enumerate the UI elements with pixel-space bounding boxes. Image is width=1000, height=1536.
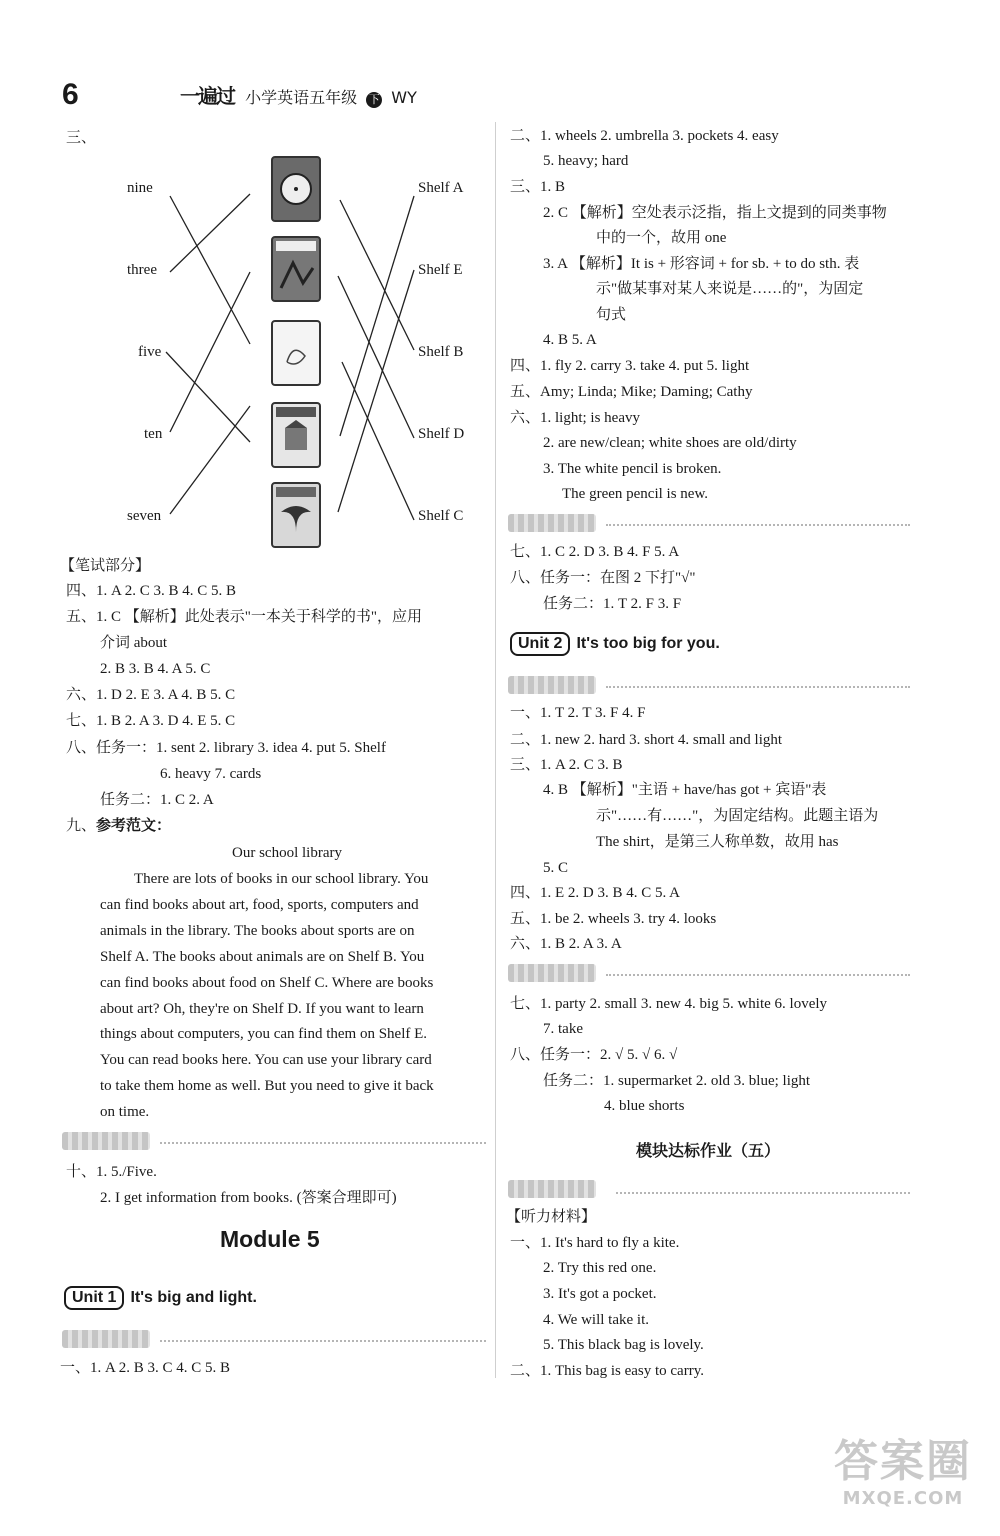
unit1-title: It's big and light. bbox=[130, 1289, 257, 1306]
q9-title: 参考范文： bbox=[96, 818, 172, 834]
answer-line: 中的一个，故用 one bbox=[596, 230, 727, 246]
essay-line: There are lots of books in our school library. You bbox=[134, 871, 429, 887]
unit2-tag: Unit 2 bbox=[510, 632, 570, 656]
answer-line: 4. B 5. A bbox=[543, 332, 597, 348]
answer-line: 任务二：1. supermarket 2. old 3. blue; light bbox=[543, 1073, 811, 1089]
essay-line: can find books about food on Shelf C. Where are books bbox=[100, 975, 434, 991]
answer-line: 3. It's got a pocket. bbox=[543, 1286, 657, 1302]
essay-line: You can read books here. You can use your library card bbox=[100, 1052, 432, 1068]
section-stamp-icon bbox=[508, 514, 596, 532]
answer-line: 4. We will take it. bbox=[543, 1312, 649, 1328]
essay-line: things about computers, you can find them on Shelf E. bbox=[100, 1026, 428, 1042]
dotted-rule bbox=[160, 1340, 486, 1342]
section-stamp-icon bbox=[62, 1330, 150, 1348]
dotted-rule bbox=[606, 974, 910, 976]
shelf-label: Shelf D bbox=[418, 426, 465, 442]
essay-line: Shelf A. The books about animals are on Shelf B. You bbox=[100, 949, 425, 965]
shelf-label: Shelf C bbox=[418, 508, 464, 524]
shelf-label: Shelf A bbox=[418, 180, 464, 196]
shelf-label: Shelf E bbox=[418, 262, 463, 278]
watermark-logo bbox=[828, 1436, 978, 1522]
answer-line: 五、Amy; Linda; Mike; Daming; Cathy bbox=[510, 384, 753, 400]
answer-line: 2. B 3. B 4. A 5. C bbox=[100, 661, 211, 677]
answer-line: 六、1. D 2. E 3. A 4. B 5. C bbox=[66, 687, 236, 703]
answer-line: 5. heavy; hard bbox=[543, 153, 629, 169]
answer-line: 任务二：1. C 2. A bbox=[100, 792, 214, 808]
essay-title: Our school library bbox=[232, 845, 342, 861]
essay-line: about art? Oh, they're on Shelf D. If you want to learn bbox=[100, 1001, 424, 1017]
answer-line: 一、1. A 2. B 3. C 4. C 5. B bbox=[60, 1360, 231, 1376]
answer-line: 二、1. new 2. hard 3. short 4. small and light bbox=[510, 732, 783, 748]
answer-line: 一、1. It's hard to fly a kite. bbox=[510, 1235, 680, 1251]
section-stamp-icon bbox=[508, 964, 596, 982]
answer-line: 2. are new/clean; white shoes are old/dirty bbox=[543, 435, 797, 451]
essay-line: animals in the library. The books about sports are on bbox=[100, 923, 415, 939]
listening-label: 【听力材料】 bbox=[506, 1209, 597, 1225]
answer-line: 一、1. T 2. T 3. F 4. F bbox=[510, 705, 646, 721]
answer-line: 六、1. B 2. A 3. A bbox=[510, 936, 622, 952]
number-word: ten bbox=[144, 426, 163, 442]
answer-line: 二、1. wheels 2. umbrella 3. pockets 4. easy bbox=[510, 128, 779, 144]
answer-line: 6. heavy 7. cards bbox=[160, 766, 262, 782]
answer-line: 5. This black bag is lovely. bbox=[543, 1337, 704, 1353]
number-word: three bbox=[127, 262, 157, 278]
answer-line: 4. B 【解析】"主语 + have/has got + 宾语"表 bbox=[543, 782, 827, 798]
answer-line: 4. blue shorts bbox=[604, 1098, 685, 1114]
page-number: 6 bbox=[62, 78, 79, 111]
section-stamp-icon bbox=[62, 1132, 150, 1150]
essay-line: to take them home as well. But you need to give it back bbox=[100, 1078, 434, 1094]
number-word: nine bbox=[127, 180, 153, 196]
answer-line: 七、1. B 2. A 3. D 4. E 5. C bbox=[66, 713, 236, 729]
answer-line: 2. Try this red one. bbox=[543, 1260, 657, 1276]
watermark-url: MXQE.COM bbox=[842, 1488, 964, 1509]
answer-line: 八、任务一：2. √ 5. √ 6. √ bbox=[510, 1047, 678, 1063]
answer-line: 五、1. be 2. wheels 3. try 4. looks bbox=[510, 911, 717, 927]
answer-line: 四、1. A 2. C 3. B 4. C 5. B bbox=[66, 583, 237, 599]
unit2-heading bbox=[510, 632, 720, 656]
section-stamp-icon bbox=[508, 1180, 596, 1198]
answer-line: 八、任务一：1. sent 2. library 3. idea 4. put 5. Shelf bbox=[66, 740, 386, 756]
dotted-rule bbox=[616, 1192, 910, 1194]
answer-line: 3. A 【解析】It is + 形容词 + for sb. + to do sth. 表 bbox=[543, 256, 860, 272]
answer-line: 七、1. C 2. D 3. B 4. F 5. A bbox=[510, 544, 680, 560]
answer-line: 五、1. C 【解析】此处表示"一本关于科学的书"，应用 bbox=[66, 609, 423, 625]
shelf-label: Shelf B bbox=[418, 344, 464, 360]
section-title: 模块达标作业（五） bbox=[636, 1141, 781, 1160]
answer-line: 任务二：1. T 2. F 3. F bbox=[543, 596, 682, 612]
unit1-heading bbox=[64, 1286, 257, 1310]
answer-line: 介词 about bbox=[100, 635, 168, 651]
module-title: Module 5 bbox=[220, 1226, 320, 1252]
answer-line: 示"……有……"，为固定结构。此题主语为 bbox=[596, 808, 879, 824]
answer-line: 六、1. light; is heavy bbox=[510, 410, 640, 426]
answer-line: 三、1. B bbox=[510, 179, 566, 195]
answer-line: 7. take bbox=[543, 1021, 583, 1037]
answer-line: 四、1. fly 2. carry 3. take 4. put 5. light bbox=[510, 358, 750, 374]
answer-line: 2. I get information from books. (答案合理即可) bbox=[100, 1190, 397, 1206]
written-part-label: 【笔试部分】 bbox=[60, 558, 151, 574]
answer-line: 四、1. E 2. D 3. B 4. C 5. A bbox=[510, 885, 681, 901]
answer-line: 2. C 【解析】空处表示泛指，指上文提到的同类事物 bbox=[543, 205, 887, 221]
answer-line: 句式 bbox=[596, 307, 627, 323]
brand-logo: 一遍过 bbox=[180, 84, 234, 108]
unit2-title: It's too big for you. bbox=[576, 635, 720, 652]
answer-line: 二、1. This bag is easy to carry. bbox=[510, 1363, 704, 1379]
unit1-tag: Unit 1 bbox=[64, 1286, 124, 1310]
subject-title: 小学英语五年级 bbox=[245, 88, 358, 107]
q9-number: 九、 bbox=[66, 818, 97, 834]
dotted-rule bbox=[160, 1142, 486, 1144]
number-word: five bbox=[138, 344, 162, 360]
answer-line: 七、1. party 2. small 3. new 4. big 5. white 6. lovely bbox=[510, 996, 828, 1012]
answer-line: The shirt，是第三人称单数，故用 has bbox=[596, 834, 839, 850]
dotted-rule bbox=[606, 524, 910, 526]
answer-line: 八、任务一：在图 2 下打"√" bbox=[510, 570, 696, 586]
answer-line: 十、1. 5./Five. bbox=[66, 1164, 157, 1180]
watermark-text: 答案圈 bbox=[834, 1436, 972, 1487]
essay-line: can find books about art, food, sports, computers and bbox=[100, 897, 419, 913]
answer-line: The green pencil is new. bbox=[562, 486, 709, 502]
q9-label bbox=[66, 816, 171, 836]
volume-mark: 下 bbox=[366, 92, 382, 108]
matching-lines bbox=[0, 0, 500, 560]
section-stamp-icon bbox=[508, 676, 596, 694]
answer-line: 三、1. A 2. C 3. B bbox=[510, 757, 623, 773]
q3-label: 三、 bbox=[66, 130, 97, 146]
number-word: seven bbox=[127, 508, 162, 524]
answer-line: 3. The white pencil is broken. bbox=[543, 461, 722, 477]
essay-line: on time. bbox=[100, 1104, 150, 1120]
edition-label: WY bbox=[391, 88, 417, 107]
dotted-rule bbox=[606, 686, 910, 688]
answer-line: 5. C bbox=[543, 860, 569, 876]
answer-line: 示"做某事对某人来说是……的"，为固定 bbox=[596, 281, 864, 297]
